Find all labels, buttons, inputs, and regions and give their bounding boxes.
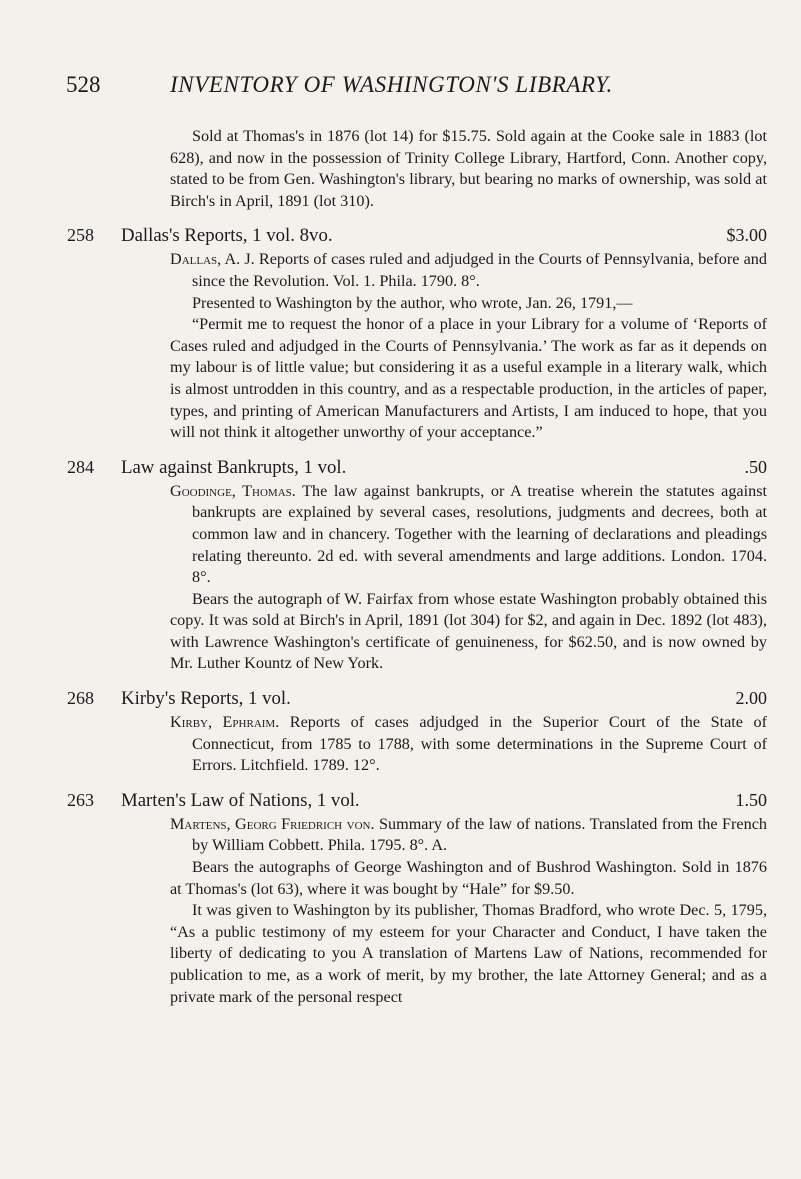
entry-title: Kirby's Reports, 1 vol. bbox=[121, 688, 291, 710]
citation-text: Reports of cases adjudged in the Superior Court of the State of Connecticut, from 1785 to 1788, with some determinations in the Supreme Court of Errors. Litchfield. 1789. 12°. bbox=[192, 713, 767, 775]
intro-paragraph: Sold at Thomas's in 1876 (lot 14) for $15.75. Sold again at the Cooke sale in 1883 (lot 628), and now in the possession of Trinity College Library, Hartford, Conn. Another copy, stated to be from Gen. Washington's library, but bearing no marks of ownership, was sold at Birch's in April, 1891 (lot 310). bbox=[170, 127, 767, 210]
entry-body bbox=[67, 249, 767, 443]
entry-note: Bears the autographs of George Washington and of Bushrod Washington. Sold in 1876 at Thomas's (lot 63), where it was bought by “Hale” for $9.50. bbox=[170, 858, 767, 898]
entry-body bbox=[67, 814, 767, 1008]
entry-body bbox=[67, 712, 767, 777]
entry-citation bbox=[170, 481, 767, 589]
entry-price: 2.00 bbox=[735, 688, 767, 709]
entry-citation bbox=[170, 712, 767, 777]
page-header bbox=[66, 72, 766, 98]
entry-citation bbox=[170, 249, 767, 292]
entry-number: 258 bbox=[67, 225, 94, 246]
entry-heading bbox=[67, 454, 767, 481]
catalog-entry bbox=[67, 787, 767, 1008]
entry-number: 284 bbox=[67, 456, 94, 477]
catalog-entry bbox=[67, 454, 767, 675]
citation-text: The law against bankrupts, or A treatise wherein the statutes against bankrupts are explained by several cases, resolutions, judgments and decrees, both at common law and in chancery. Together with the learning of declarations and pleadings relating thereunto. 2d ed. with several amendments and large additions. London. 1704. 8°. bbox=[192, 481, 767, 587]
entry-author: Kirby, Ephraim. bbox=[170, 713, 280, 732]
entry-price: 1.50 bbox=[735, 789, 767, 810]
citation-text: Reports of cases ruled and adjudged in the Courts of Pennsylvania, before and since the Revolution. Vol. 1. Phila. 1790. 8°. bbox=[192, 250, 767, 290]
entry-title: Marten's Law of Nations, 1 vol. bbox=[121, 789, 360, 811]
entry-body bbox=[67, 481, 767, 675]
catalog-entry bbox=[67, 222, 767, 443]
entry-heading bbox=[67, 685, 767, 712]
page-content bbox=[67, 126, 767, 1008]
entry-note: Bears the autograph of W. Fairfax from whose estate Washington probably obtained this copy. It was sold at Birch's in April, 1891 (lot 304) for $2, and again in Dec. 1892 (lot 483), with Lawrence Washington's certificate of genuineness, for $62.50, and is now owned by Mr. Luther Kountz of New York. bbox=[170, 589, 767, 673]
entry-number: 263 bbox=[67, 789, 94, 810]
entry-title: Dallas's Reports, 1 vol. 8vo. bbox=[121, 225, 333, 247]
entry-title: Law against Bankrupts, 1 vol. bbox=[121, 456, 347, 478]
entry-author: Goodinge, Thomas. bbox=[170, 481, 296, 500]
entry-note: Presented to Washington by the author, who wrote, Jan. 26, 1791,— bbox=[192, 293, 633, 312]
entry-price: $3.00 bbox=[726, 225, 767, 246]
running-head: INVENTORY OF WASHINGTON'S LIBRARY. bbox=[170, 72, 613, 97]
entry-citation bbox=[170, 814, 767, 857]
entry-author: Dallas, A. J. bbox=[170, 250, 255, 269]
entry-heading bbox=[67, 222, 767, 249]
entry-author: Martens, Georg Friedrich von. bbox=[170, 814, 375, 833]
entry-price: .50 bbox=[744, 456, 767, 477]
entry-heading bbox=[67, 787, 767, 814]
page-number: 528 bbox=[66, 72, 101, 97]
entry-number: 268 bbox=[67, 688, 94, 709]
entry-note: “Permit me to request the honor of a place in your Library for a volume of ‘Reports of Cases ruled and adjudged in the Courts of Pennsylvania.’ The work as far as it depends on my labour is of little value; but considering it as a useful example in a literary walk, which is almost untrodden in this country, and as a respectable production, in the articles of paper, types, and printing of American Manufacturers and Artists, I am induced to hope, that you will not think it altogether unworthy of your acceptance.” bbox=[170, 315, 767, 442]
entry-note: It was given to Washington by its publisher, Thomas Bradford, who wrote Dec. 5, 1795, “As a public testimony of my esteem for your Character and Conduct, I have taken the liberty of dedicating to you A translation of Martens Law of Nations, recommended for publication to me, as a work of merit, by my brother, the late Attorney General; and as a private mark of the personal respect bbox=[170, 901, 767, 1006]
catalog-entry bbox=[67, 685, 767, 777]
citation-text: Summary of the law of nations. Translated from the French by William Cobbett. Phila. 1795. 8°. A. bbox=[192, 814, 767, 855]
